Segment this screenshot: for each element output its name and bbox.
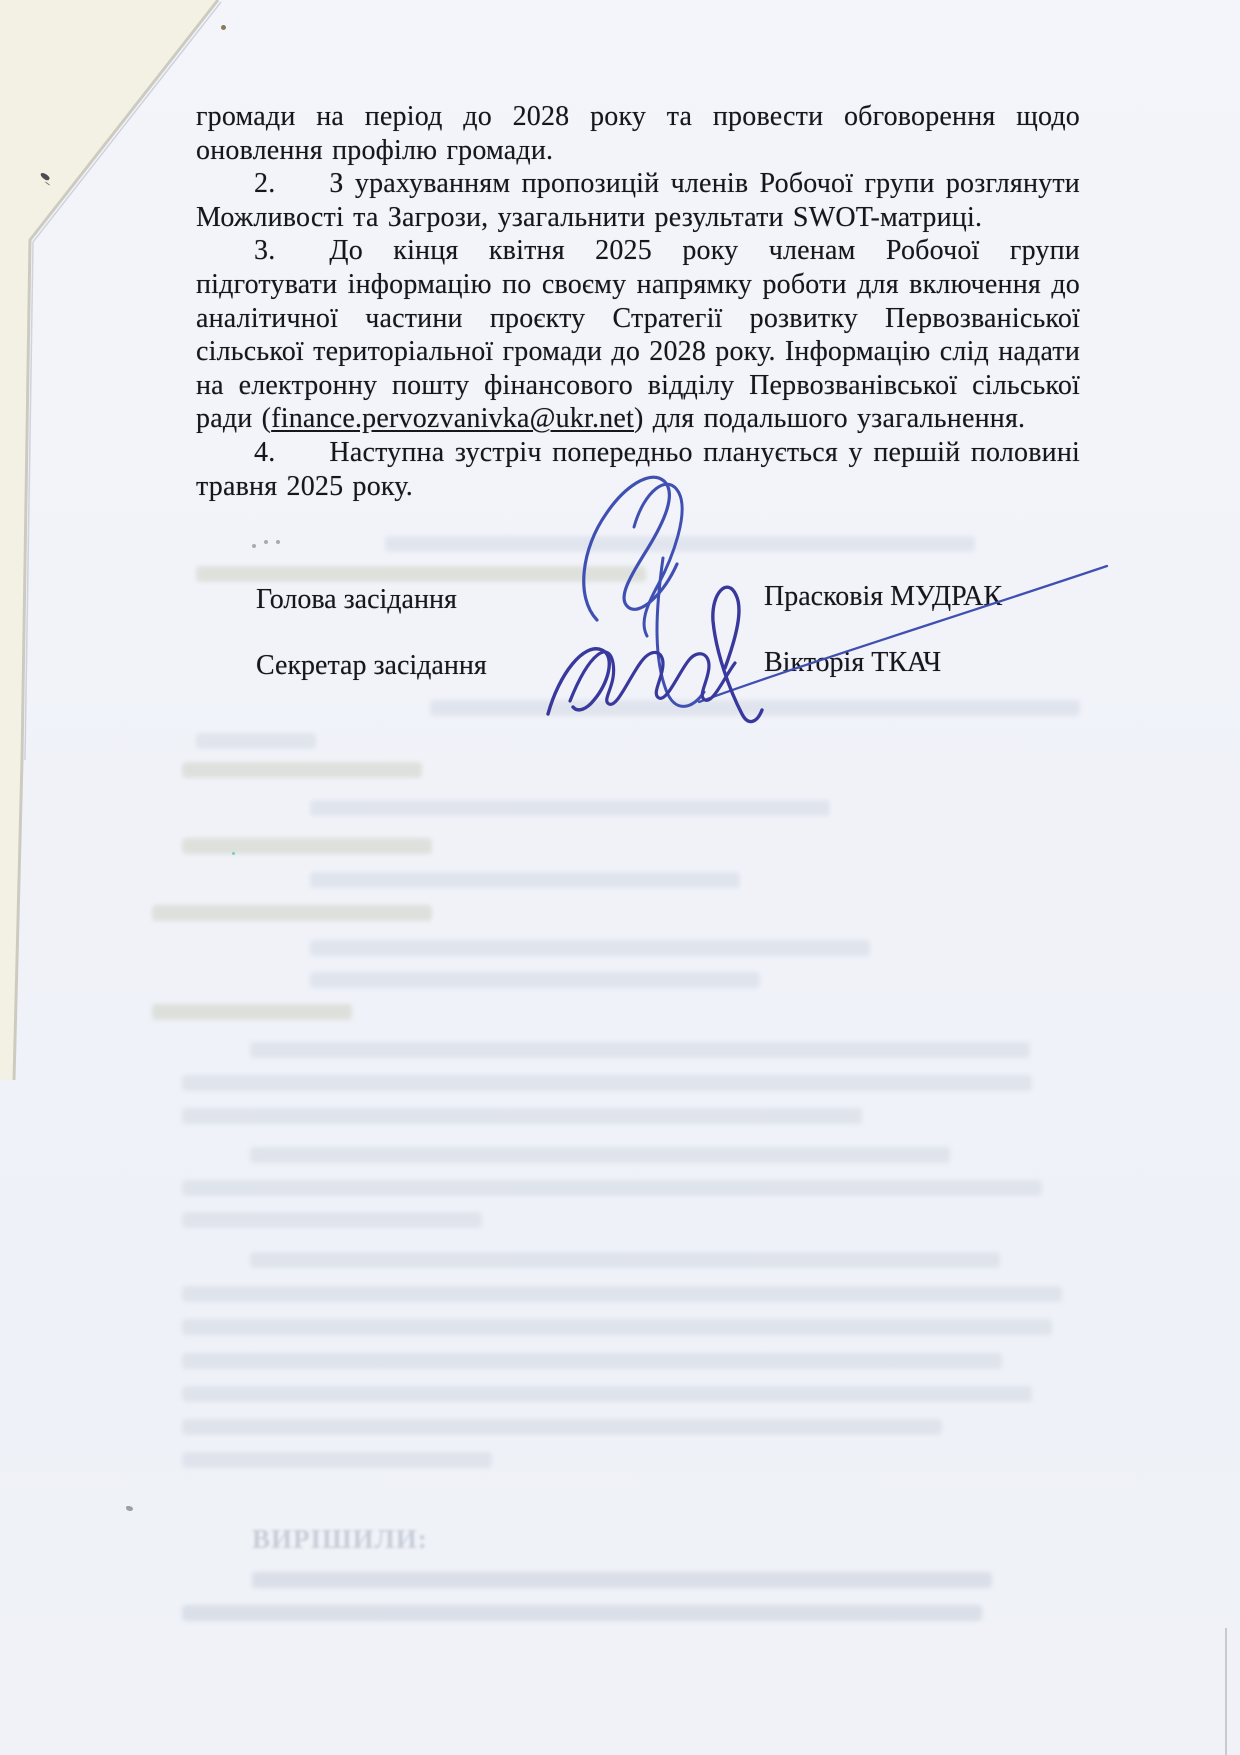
signoff-name-chair: Прасковія МУДРАК	[764, 581, 1003, 612]
bleed-through-line	[310, 972, 760, 988]
bleed-through-line	[182, 1180, 1042, 1196]
item-number: 3.	[254, 235, 276, 267]
paragraph-text: ) для подальшого узагальнення.	[633, 403, 1026, 435]
bleed-through-line	[430, 700, 1080, 716]
paragraph-text: Наступна зустріч попередньо планується у першій половині травня 2025 року.	[196, 436, 1080, 502]
bleed-through-line	[196, 733, 316, 749]
page-edge-bottom-right	[1225, 1628, 1227, 1755]
paper-speck	[221, 25, 226, 30]
paper-speck	[126, 1506, 133, 1511]
paragraph-text: громади на період до 2028 року та провести обговорення щодо оновлення профілю громади.	[196, 101, 1080, 166]
paragraph-continuation	[196, 100, 1080, 167]
item-number: 2.	[254, 168, 276, 200]
bleed-through-heading: ВИРІШИЛИ:	[252, 1524, 428, 1554]
bleed-through-line	[182, 1286, 1062, 1302]
paragraph-text: З урахуванням пропозицій членів Робочої групи розглянути Можливості та Загрози, узагальнити результати SWOT-матриці.	[196, 168, 1080, 233]
bleed-through-line	[182, 1452, 492, 1468]
bleed-through-line	[252, 1572, 992, 1588]
document-body	[196, 100, 1080, 503]
email-address: finance.pervozvanivka@ukr.net	[271, 403, 634, 435]
signoff-name-secretary: Вікторія ТКАЧ	[764, 647, 942, 678]
paragraph-text: До кінця квітня 2025 року членам Робочої групи підготувати інформацію по своєму напрямку роботи для включення до аналітичної частини проєкту Стратегії розвитку Первозваніської сільської територіальної громади до 2028 року. Інформацію слід надати на електронну пошту фінансового відділу Первозванівської сільської ради (	[196, 235, 1080, 435]
bleed-through-line	[250, 1042, 1030, 1058]
bleed-through-line	[385, 536, 975, 552]
tiny-ink-dots	[252, 540, 286, 550]
bleed-through-line	[182, 762, 422, 778]
dot	[252, 544, 256, 548]
bleed-through-line	[182, 1353, 1002, 1369]
paragraph-item-2	[196, 167, 1080, 234]
bleed-through-line	[152, 1004, 352, 1020]
bleed-through-line	[182, 1319, 1052, 1335]
bleed-through-line	[196, 566, 646, 582]
item-number: 4.	[254, 436, 276, 468]
dot	[264, 540, 268, 544]
bleed-through-line	[182, 1605, 982, 1621]
bleed-through-line	[182, 1386, 1032, 1402]
bleed-through-line	[250, 1147, 950, 1163]
bleed-through-line	[182, 838, 432, 854]
bleed-through-line	[250, 1252, 1000, 1268]
dot	[276, 540, 280, 544]
bleed-through-line	[182, 1419, 942, 1435]
bleed-through-line	[182, 1212, 482, 1228]
paper-speck	[232, 852, 235, 855]
bleed-through-line	[310, 940, 870, 956]
bleed-through-line	[310, 800, 830, 816]
paragraph-item-4	[196, 436, 1080, 503]
signoff-role-chair: Голова засідання	[256, 584, 457, 615]
bleed-through-line	[182, 1075, 1032, 1091]
bleed-through-line	[152, 905, 432, 921]
signoff-role-secretary: Секретар засідання	[256, 650, 487, 681]
bleed-through-line	[182, 1108, 862, 1124]
bleed-through-line	[310, 872, 740, 888]
paragraph-item-3	[196, 234, 1080, 436]
